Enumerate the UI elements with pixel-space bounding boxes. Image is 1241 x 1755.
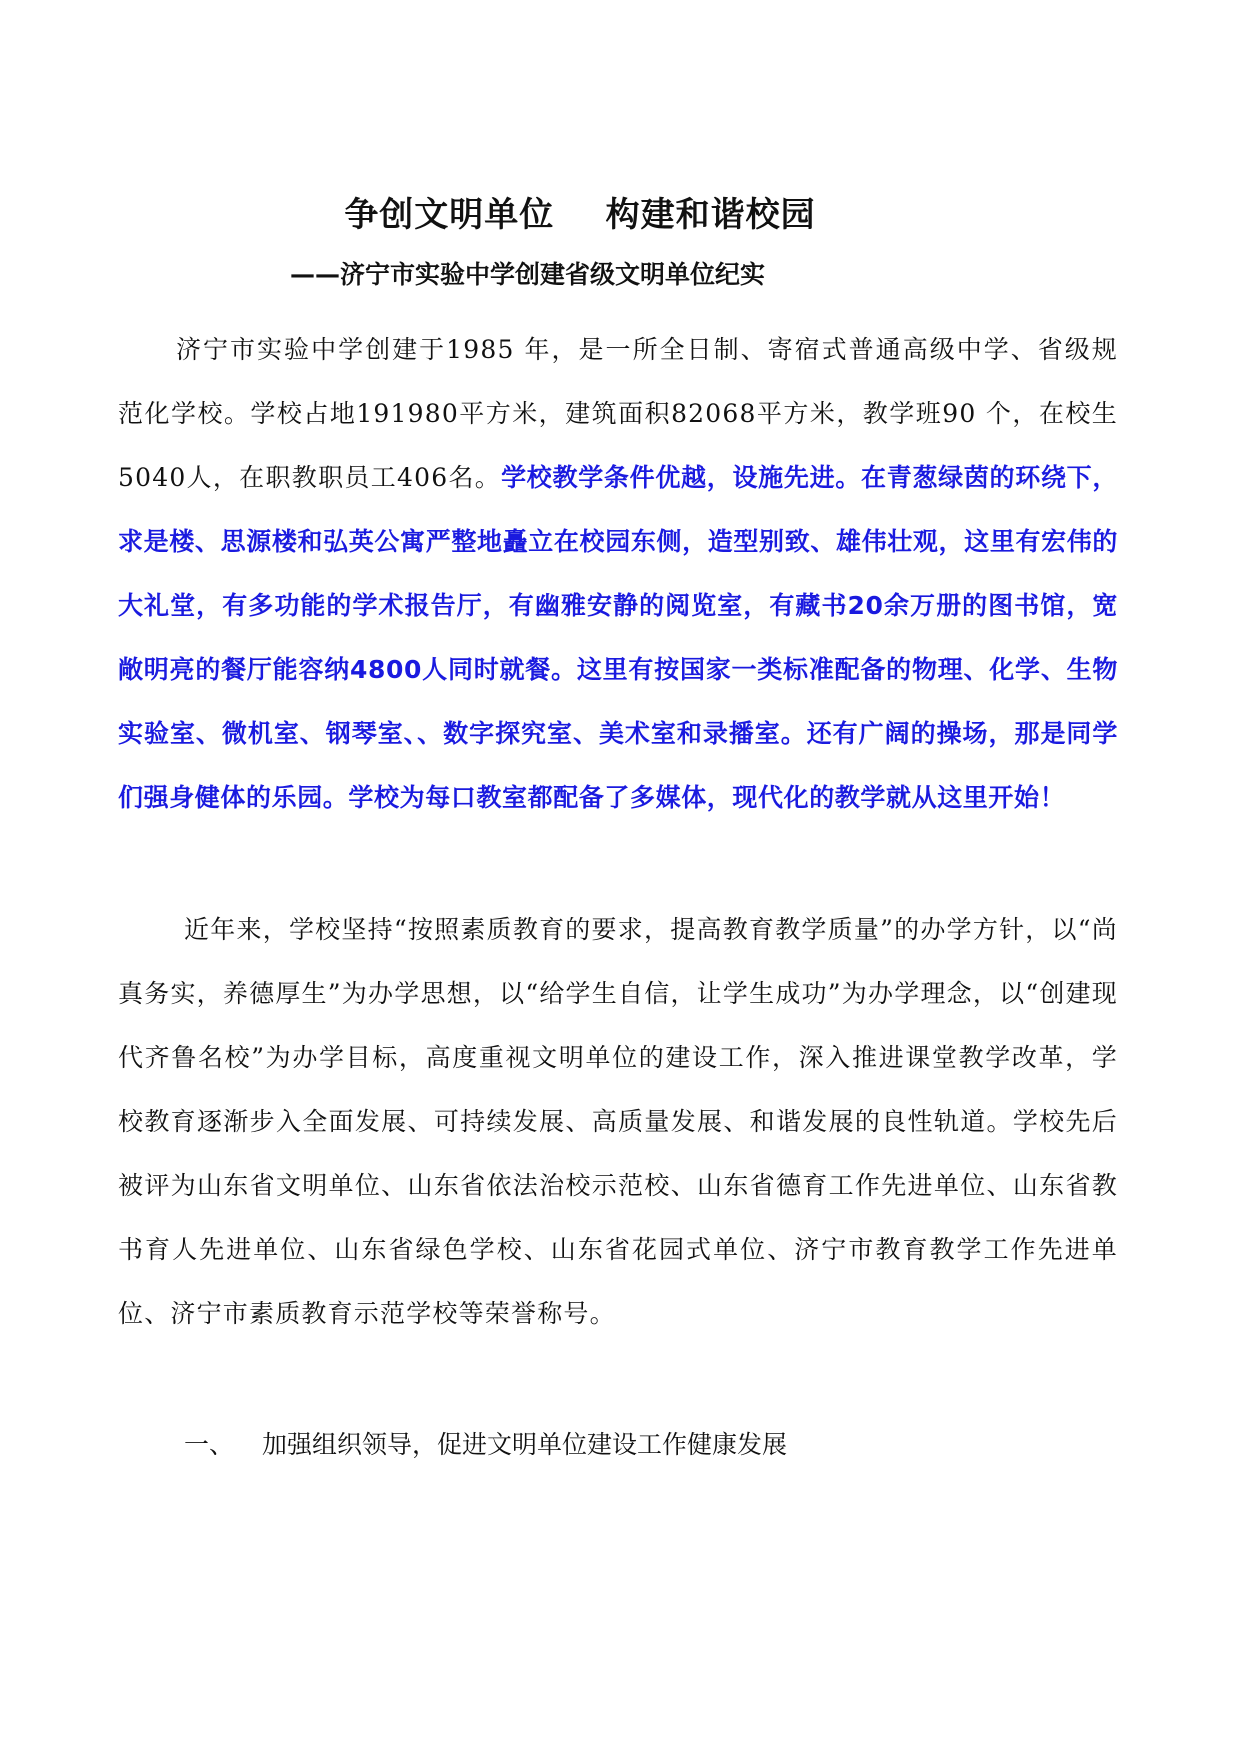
section-heading-text: 加强组织领导，促进文明单位建设工作健康发展 <box>262 1430 788 1459</box>
paragraph-intro-text: 济宁市实验中学创建于1985 年，是一所全日制、寄宿式普通高级中学、省级规范化学校。学校占地191980平方米，建筑面积82068平方米，教学班90 个，在校生5040人，在职教职员工406名。 <box>118 335 1118 492</box>
document-title: 争创文明单位 构建和谐校园 <box>344 195 816 235</box>
section-heading <box>184 1425 787 1465</box>
paragraph-intro <box>118 318 1118 830</box>
document-subtitle: ——济宁市实验中学创建省级文明单位纪实 <box>290 260 766 289</box>
section-number: 一、 <box>184 1430 235 1459</box>
paragraph-achievements: 近年来，学校坚持“按照素质教育的要求，提高教育教学质量”的办学方针，以“尚真务实，养德厚生”为办学思想，以“给学生自信，让学生成功”为办学理念，以“创建现代齐鲁名校”为办学目标，高度重视文明单位的建设工作，深入推进课堂教学改革，学校教育逐渐步入全面发展、可持续发展、高质量发展、和谐发展的良性轨道。学校先后被评为山东省文明单位、山东省依法治校示范校、山东省德育工作先进单位、山东省教书育人先进单位、山东省绿色学校、山东省花园式单位、济宁市教育教学工作先进单位、济宁市素质教育示范学校等荣誉称号。 <box>118 915 1118 1328</box>
paragraph-intro-highlight: 学校教学条件优越，设施先进。在青葱绿茵的环绕下，求是楼、思源楼和弘英公寓严整地矗立在校园东侧，造型别致、雄伟壮观，这里有宏伟的大礼堂，有多功能的学术报告厅，有幽雅安静的阅览室，有藏书20余万册的图书馆，宽敞明亮的餐厅能容纳4800人同时就餐。这里有按国家一类标准配备的物理、化学、生物实验室、微机室、钢琴室、、数字探究室、美术室和录播室。还有广阔的操场，那是同学们强身健体的乐园。学校为每口教室都配备了多媒体，现代化的教学就从这里开始！ <box>118 463 1118 812</box>
